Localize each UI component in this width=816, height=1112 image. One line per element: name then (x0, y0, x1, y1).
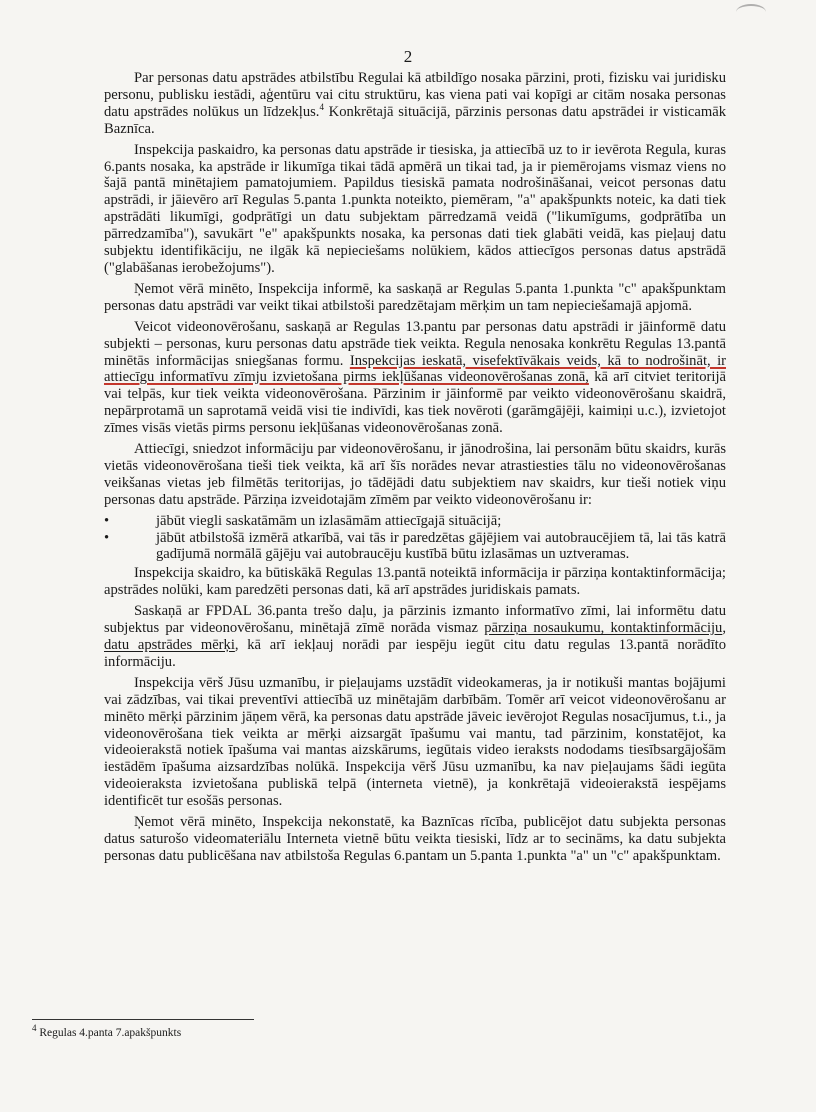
paragraph-text: Saskaņā ar FPDAL 36.panta trešo daļu, ja pārzinis izmanto informatīvo zīmi, lai informētu datu subjektus par videonovērošanu, minētajā zīmē norāda vismaz (104, 603, 726, 637)
paragraph-conclusion: Ņemot vērā minēto, Inspekcija nekonstatē, ka Baznīcas rīcība, publicējot datu subjekta personas datus saturošo videomateriālu Interneta vietnē būtu veikta tiesiski, līdz ar to secināms, ka datu subjekta personas datu publicēšana nav atbilstoša Regulas 6.pantam un 5.panta 1.punkta "a" un "c" apakšpunktam. (104, 814, 726, 864)
bullet-icon: • (104, 529, 110, 546)
underlined-phrase: pārziņa nosaukumu, kontaktinformāciju (484, 620, 723, 637)
footnote-number: 4 (32, 1023, 37, 1034)
paragraph-text: kā arī citviet teritorijā vai telpās, kur tiek veikta videonovērošana. Pārzinim ir jāinformē par veikto videonovērošanu skaidrā, nepārprotamā un saprotamā veidā visi tie indivīdi, kas tiek novēroti (garāmgājēji, kaimiņi u.c.), izvietojot zīmes visās vietās pirms personu iekļūšanas videonovērošanas zonā. (104, 369, 726, 437)
footnote-text: Regulas 4.panta 7.apakšpunkts (36, 1027, 182, 1039)
paragraph-text: Par personas datu apstrādes atbilstību Regulai kā atbildīgo nosaka pārzini, proti, fizisku vai juridisku personu, publisku iestādi, aģentūru vai citu struktūru, kas viena pati vai kopīgi ar citām nosaka personas datu apstrādes nolūkus un līdzekļus. (104, 70, 726, 120)
page-number: 2 (403, 47, 413, 66)
paragraph-camera-installation: Inspekcija vērš Jūsu uzmanību, ir pieļaujams uzstādīt videokameras, ja ir notikuši mantas bojājumi vai zādzības, vai tikai preventīvi attiecībā uz minētajām darbībām. Tomēr arī veicot videonovērošanu ar minēto mērķi pārzinim jāņem vērā, ka personas datu apstrāde jāveic ievērojot Regulas nosacījumus, t.i., ja videonovērošana tiek veikta ar mērķi aizsargāt īpašumu vai mantu, tad pārzinim, konstatējot, ka videoierakstā notiek īpašuma vai mantas aizskārums, iegūtais video ieraksts nododams tiesībsargājošām iestādēm īpašuma aizsardzības nolūkā. Inspekcija vērš Jūsu uzmanību, ka nav pieļaujams šādi iegūta videoieraksta izvietošana publiskā telpā (interneta vietnē), ja konkrētajā videoierakstā iespējams identificēt tur esošās personas. (104, 674, 726, 810)
highlighted-sentence: Inspekcijas ieskatā, visefektīvākais veids, kā to nodrošināt, ir attiecīgu informatīvu zīmju izvietošana pirms iekļūšanas videonovērošanas zonā, (104, 352, 726, 386)
paragraph-text: Veicot videonovērošanu, saskaņā ar Regulas 13.pantu par personas datu apstrādi ir jāinformē datu subjekti – personas, kuru personas datu apstrāde tiek veikta. Regula nenosaka konkrētu Regulas 13.pantā minētās informācijas sniegšanas formu. (104, 318, 726, 369)
list-item (104, 513, 726, 530)
footnote (32, 1023, 182, 1039)
paragraph-lawfulness: Inspekcija paskaidro, ka personas datu apstrāde ir tiesiska, ja attiecībā uz to ir ievērota Regula, kuras 6.pants nosaka, ka apstrāde ir likumīga tikai tādā apmērā un tikai tad, ja ir piemērojams vismaz viens no šajā pantā minētajiem pamatojumiem. Papildus tiesiskā pamata nodrošināšanai, veicot personas datu apstrādi, ir jāievēro arī Regulas 5.panta 1.punkta noteikto, piemēram, "a" apakšpunkts noteic, ka dati tiek apstrādāti likumīgi, godprātīgi un datu subjektam pārredzamā veidā ("likumīgums, godprātība un pārredzamība"), savukārt "e" apakšpunkts nosaka, ka personas dati tiek glabāti veidā, kas pieļauj datu subjektu identifikāciju, ne ilgāk kā nepieciešams nolūkiem, kādos attiecīgos personas datus apstrādā ("glabāšanas ierobežojums"). (104, 141, 726, 276)
requirements-list (104, 513, 726, 564)
paragraph-sign-requirements: Attiecīgi, sniedzot informāciju par videonovērošanu, ir jānodrošina, lai personām būtu skaidrs, kurās vietās videonovērošana tieši tiek veikta, kā arī šīs norādes nevar atrastiesties tālu no videonovērošanas veikšanas vietas jeb filmētās teritorijas, jo tādējādi datu subjektiem nav skaidrs, kur tieši notiek viņu personas datu apstrāde. Pārziņa izveidotajām zīmēm par veikto videonovērošanu ir: (104, 441, 726, 508)
paragraph-purpose-limitation: Ņemot vērā minēto, Inspekcija informē, ka saskaņā ar Regulas 5.panta 1.punkta "c" apakšpunktam personas datu apstrādi var veikt tikai atbilstoši paredzētajam mērķim un tam nepieciešamajā apjomā. (104, 280, 726, 314)
bullet-icon: • (104, 512, 110, 529)
underlined-phrase: datu apstrādes mērķi (104, 637, 235, 653)
stamp-mark (736, 4, 766, 20)
list-item-text: jābūt atbilstošā izmērā atkarībā, vai tās ir paredzētas gājējiem vai autobraucējiem tā, lai tās katrā gadījumā normālā gājēju vai autobraucēju kustībā būtu izlasāmas un uztveramas. (156, 529, 726, 563)
paragraph-fpdal (104, 603, 726, 671)
paragraph-essential-info: Inspekcija skaidro, ka būtiskākā Regulas 13.pantā noteiktā informācija ir pārziņa kontaktinformācija; apstrādes nolūki, kam paredzēti personas dati, kā arī apstrādes juridiskais pamats. (104, 565, 726, 599)
list-item (104, 530, 726, 564)
list-item-text: jābūt viegli saskatāmām un izlasāmām attiecīgajā situācijā; (156, 512, 502, 529)
paragraph-inform-subjects (104, 319, 726, 437)
footnote-ref: 4 (319, 101, 324, 112)
paragraph-controller-definition (104, 70, 726, 138)
paragraph-text: Konkrētajā situācijā, pārzinis personas datu apstrādei ir visticamāk Baznīca. (104, 103, 726, 137)
footnote-divider (32, 1019, 254, 1020)
letter-body (104, 70, 726, 869)
paragraph-text: , kā arī iekļauj norādi par iespēju iegūt citu datu regulas 13.pantā norādīto informāciju. (104, 637, 727, 670)
paragraph-text: , (722, 620, 727, 637)
